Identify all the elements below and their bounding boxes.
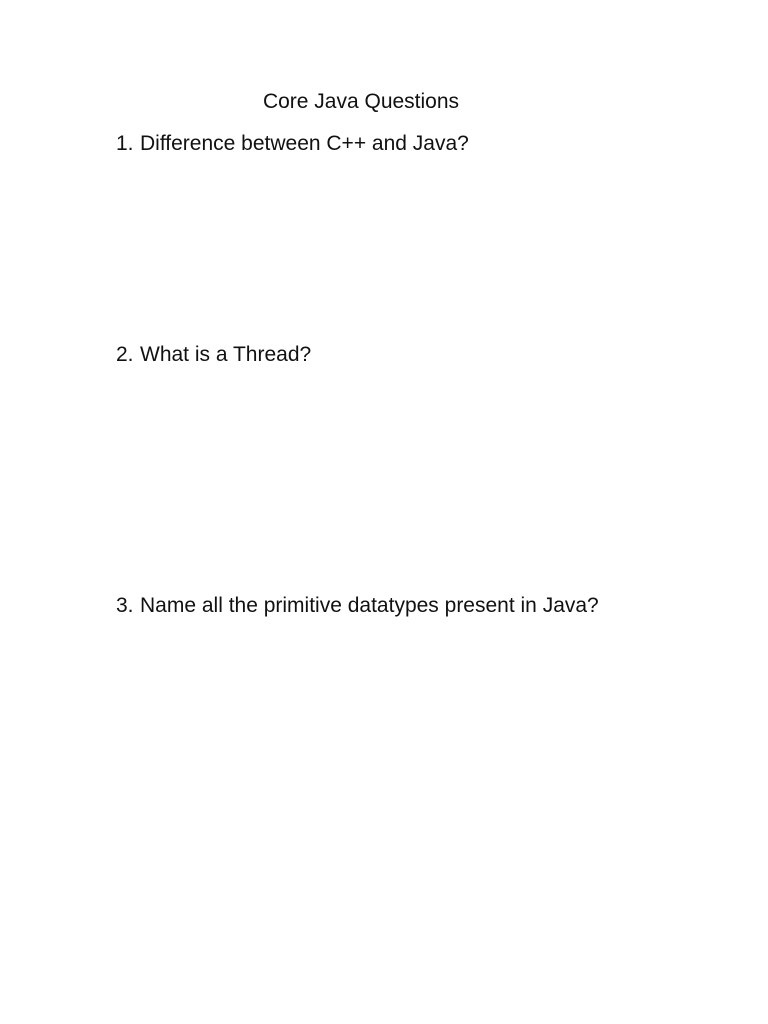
question-item — [116, 129, 469, 159]
question-item — [116, 340, 311, 370]
question-text: Name all the primitive datatypes present in Java? — [140, 594, 599, 617]
question-text: What is a Thread? — [140, 343, 312, 366]
question-text: Difference between C++ and Java? — [140, 132, 469, 155]
question-number: 3. — [116, 594, 134, 617]
question-number: 2. — [116, 343, 134, 366]
question-number: 1. — [116, 132, 134, 155]
document-title: Core Java Questions — [262, 90, 460, 113]
question-item — [116, 591, 599, 621]
